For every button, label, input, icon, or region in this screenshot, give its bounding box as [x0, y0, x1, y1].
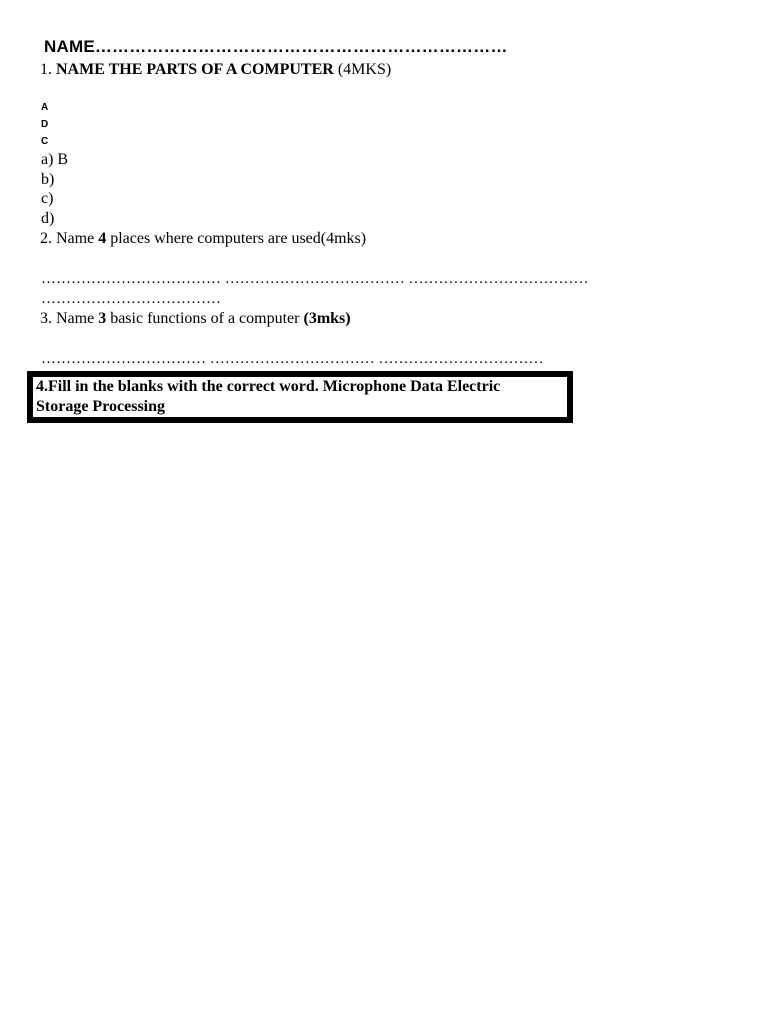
question-3-number: 3.: [40, 310, 52, 327]
diagram-letter: C: [41, 136, 49, 147]
answer-dotted-line: ……………………………… ……………………………… ………………………………: [41, 271, 589, 287]
answer-line: b): [41, 171, 55, 188]
answer-dotted-line: ………………………………: [41, 291, 221, 307]
question-1-text: NAME THE PARTS OF A COMPUTER: [56, 61, 334, 78]
diagram-letter: A: [41, 102, 49, 113]
question-3: [40, 311, 351, 327]
name-field-label: NAME………………………………………………………………: [44, 37, 508, 56]
question-1-number: 1.: [40, 61, 52, 78]
question-3-marks: (3mks): [303, 310, 351, 327]
question-3-name-word: Name: [56, 310, 95, 327]
question-1: [40, 62, 391, 78]
question-2-suffix: places where computers are used(4mks): [110, 230, 367, 247]
answer-dotted-line: …………………………… …………………………… ……………………………: [41, 351, 544, 367]
question-2-prefix: 2. Name: [40, 230, 95, 247]
question-2: [40, 231, 366, 247]
question-3-suffix: basic functions of a computer: [110, 310, 300, 327]
question-2-count: 4: [98, 230, 107, 247]
diagram-letter: D: [41, 119, 49, 130]
question-4-box: [27, 371, 573, 423]
answer-line: d): [41, 210, 55, 227]
answer-line: a) B: [41, 151, 69, 168]
answer-line: c): [41, 190, 54, 207]
question-3-count: 3: [98, 310, 107, 327]
question-4-text: 4.Fill in the blanks with the correct word. Microphone Data Electric Storage Processing: [36, 378, 501, 415]
question-1-marks: (4MKS): [337, 61, 392, 78]
